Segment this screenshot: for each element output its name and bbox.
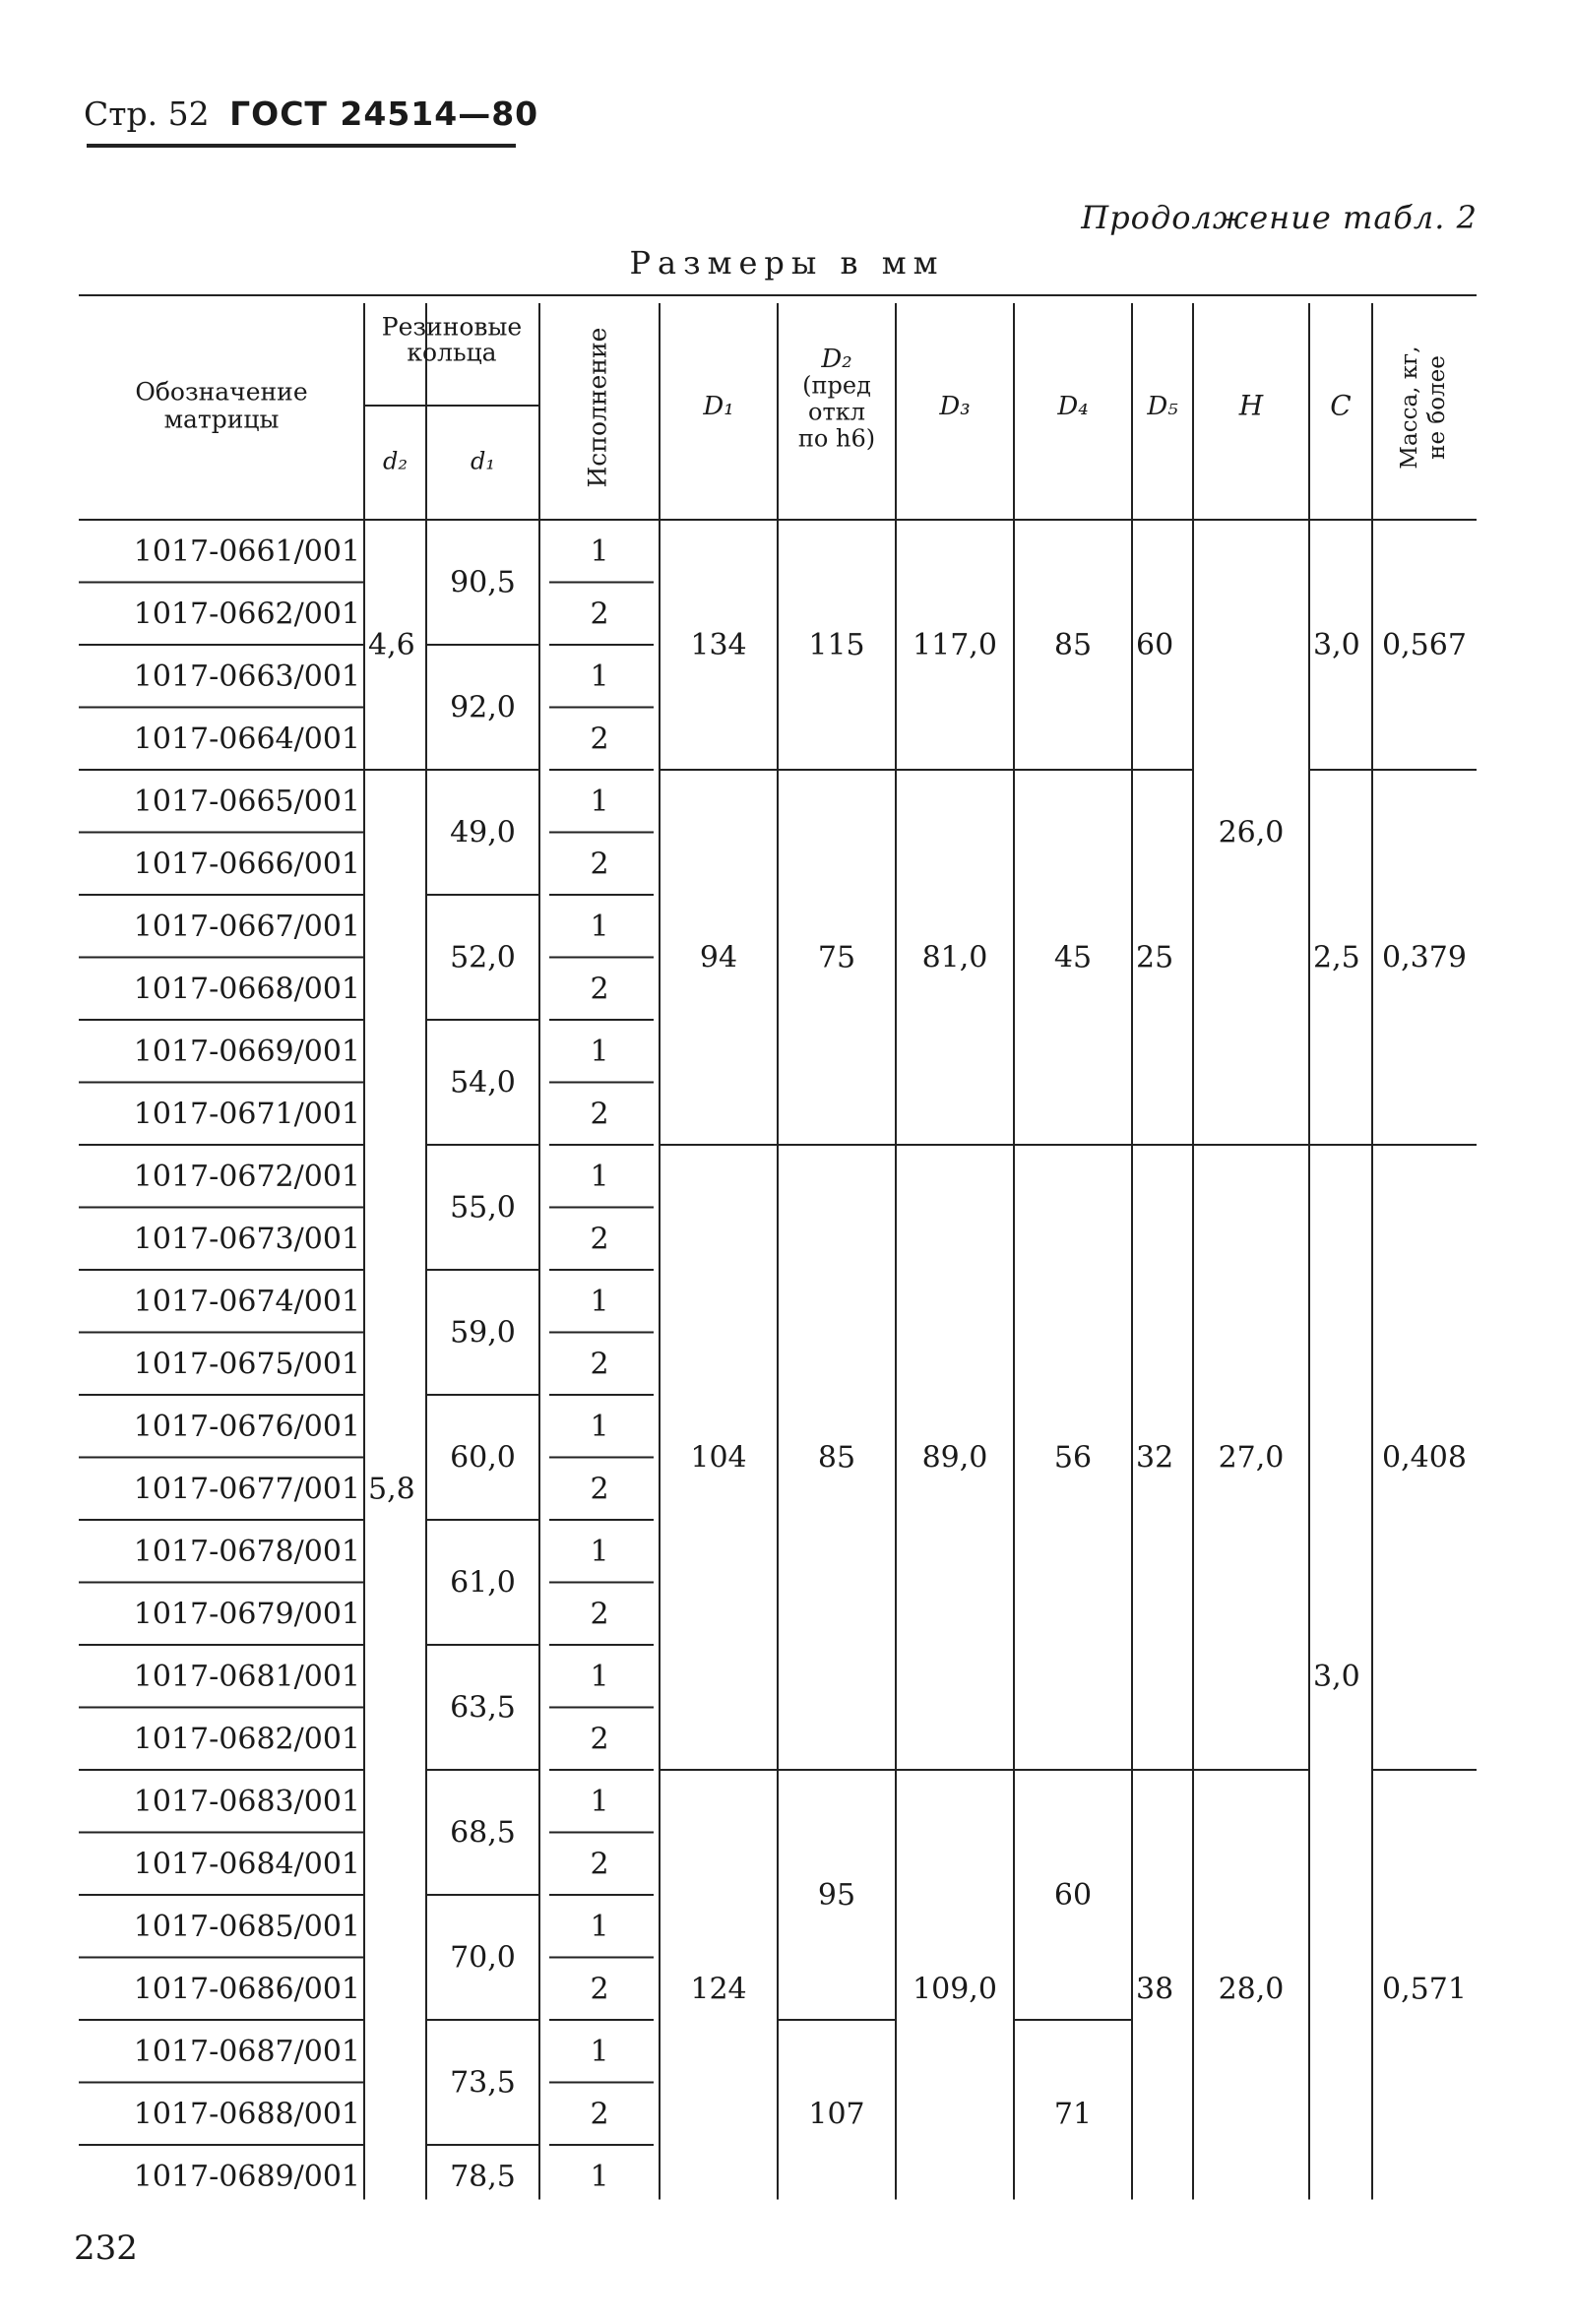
version-cell: 2 [590,1722,609,1757]
header-d1: d₁ [471,447,495,475]
designation-cell: 1017-0685/001 [133,1909,360,1944]
cell-d4: 56 [1053,1440,1093,1476]
cell-d1: 54,0 [450,1065,516,1100]
designation-cell: 1017-0663/001 [133,659,360,694]
cell-d1: 78,5 [450,2159,516,2194]
cell-d1: 60,0 [450,1440,516,1476]
cell-d2: 107 [808,2097,865,2132]
header-C: C [1330,389,1352,422]
cell-c: 3,0 [1313,628,1360,662]
cell-d4: 60 [1053,1878,1093,1913]
designation-cell: 1017-0687/001 [133,2034,360,2069]
units-caption: Размеры в мм [629,244,945,282]
header-designation: Обозначение [135,377,308,407]
version-cell: 1 [590,1909,609,1944]
cell-c: 3,0 [1313,1659,1360,1694]
designation-cell: 1017-0673/001 [133,1222,360,1257]
cell-mass: 0,379 [1382,940,1467,975]
version-cell: 2 [590,597,609,632]
cell-d1: 52,0 [450,940,516,975]
designation-cell: 1017-0664/001 [133,722,360,757]
version-cell: 1 [590,2034,609,2069]
cell-h: 28,0 [1218,1972,1285,2007]
version-cell: 2 [590,1847,609,1882]
cell-d1: 124 [690,1972,747,2007]
version-cell: 1 [590,1659,609,1694]
version-cell: 2 [590,1597,609,1632]
cell-d2: 95 [817,1878,856,1913]
designation-cell: 1017-0661/001 [133,534,360,569]
designation-cell: 1017-0682/001 [133,1722,360,1757]
header-d2: d₂ [383,447,408,475]
cell-d5: 32 [1136,1440,1174,1476]
page-number: 232 [74,2229,138,2268]
version-cell: 2 [590,847,609,882]
cell-d5: 25 [1136,940,1174,975]
version-cell: 1 [590,2159,609,2194]
cell-d1: 104 [690,1440,747,1476]
header-D2: по h6) [797,424,876,453]
version-cell: 1 [590,909,609,944]
header-D5: D₅ [1147,392,1178,421]
version-cell: 1 [590,1534,609,1569]
header-D1: D₁ [703,392,734,421]
version-cell: 2 [590,722,609,757]
cell-mass: 0,408 [1382,1440,1467,1476]
designation-cell: 1017-0684/001 [133,1847,360,1882]
cell-h: 26,0 [1218,815,1285,850]
cell-d2: 85 [817,1440,856,1476]
designation-cell: 1017-0671/001 [133,1097,360,1132]
header-D2: D₂ [821,345,852,374]
cell-d1: 134 [690,628,747,662]
version-cell: 2 [590,1472,609,1507]
designation-cell: 1017-0677/001 [133,1472,360,1507]
designation-cell: 1017-0662/001 [133,597,360,632]
cell-d5: 60 [1136,628,1174,662]
cell-d1: 94 [699,940,738,975]
cell-d3: 109,0 [913,1972,997,2007]
designation-cell: 1017-0666/001 [133,847,360,882]
designation-cell: 1017-0665/001 [133,784,360,819]
designation-cell: 1017-0676/001 [133,1409,360,1444]
designation-cell: 1017-0678/001 [133,1534,360,1569]
header-designation: матрицы [163,405,280,434]
version-cell: 2 [590,1097,609,1132]
designation-cell: 1017-0669/001 [133,1034,360,1069]
designation-cell: 1017-0674/001 [133,1284,360,1319]
header-H: H [1238,389,1264,422]
cell-d2: 5,8 [368,1472,415,1507]
version-cell: 1 [590,1784,609,1819]
designation-cell: 1017-0689/001 [133,2159,360,2194]
cell-h: 27,0 [1218,1440,1285,1476]
cell-d1: 63,5 [450,1690,516,1726]
designation-cell: 1017-0681/001 [133,1659,360,1694]
designation-cell: 1017-0667/001 [133,909,360,944]
designation-cell: 1017-0675/001 [133,1347,360,1382]
header-mass: не более [1424,355,1450,460]
header-rubber-rings: Резиновые [381,312,523,342]
cell-d1: 73,5 [450,2065,516,2101]
version-cell: 1 [590,1284,609,1319]
version-cell: 1 [590,534,609,569]
version-cell: 2 [590,1222,609,1257]
cell-d2: 115 [808,628,865,662]
header-mass: Масса, кг, [1397,345,1422,470]
version-cell: 2 [590,972,609,1007]
cell-d4: 85 [1053,628,1093,662]
version-cell: 2 [590,1972,609,2007]
cell-d1: 55,0 [450,1190,516,1225]
designation-cell: 1017-0683/001 [133,1784,360,1819]
cell-d3: 117,0 [913,628,997,662]
header-rubber-rings: кольца [407,338,497,367]
cell-d1: 92,0 [450,690,516,725]
header-D2: (пред [802,371,871,400]
cell-d1: 90,5 [450,565,516,600]
version-cell: 1 [590,784,609,819]
version-cell: 1 [590,659,609,694]
designation-cell: 1017-0679/001 [133,1597,360,1632]
cell-d1: 59,0 [450,1315,516,1350]
cell-d1: 70,0 [450,1940,516,1976]
cell-d5: 38 [1136,1972,1174,2007]
header-D2: откл [808,398,865,426]
cell-d3: 81,0 [921,940,988,975]
version-cell: 2 [590,1347,609,1382]
version-cell: 1 [590,1409,609,1444]
cell-d1: 61,0 [450,1565,516,1601]
table-continuation: Продолжение табл. 2 [1081,199,1478,236]
cell-d4: 45 [1053,940,1093,975]
cell-d4: 71 [1053,2097,1093,2132]
designation-cell: 1017-0668/001 [133,972,360,1007]
cell-d2: 75 [817,940,856,975]
version-cell: 1 [590,1034,609,1069]
cell-c: 2,5 [1313,940,1360,975]
designation-cell: 1017-0672/001 [133,1159,360,1194]
header-D3: D₃ [939,392,971,421]
cell-d2: 4,6 [368,628,415,662]
cell-mass: 0,571 [1382,1972,1467,2007]
version-cell: 2 [590,2097,609,2132]
standard-number: ГОСТ 24514—80 [229,94,539,133]
page-label: Стр. 52 [84,94,210,133]
designation-cell: 1017-0688/001 [133,2097,360,2132]
cell-d1: 68,5 [450,1815,516,1851]
header-version: Исполнение [583,327,612,488]
cell-d3: 89,0 [921,1440,988,1476]
version-cell: 1 [590,1159,609,1194]
designation-cell: 1017-0686/001 [133,1972,360,2007]
cell-d1: 49,0 [450,815,516,850]
header-D4: D₄ [1057,392,1089,421]
cell-mass: 0,567 [1382,628,1467,662]
